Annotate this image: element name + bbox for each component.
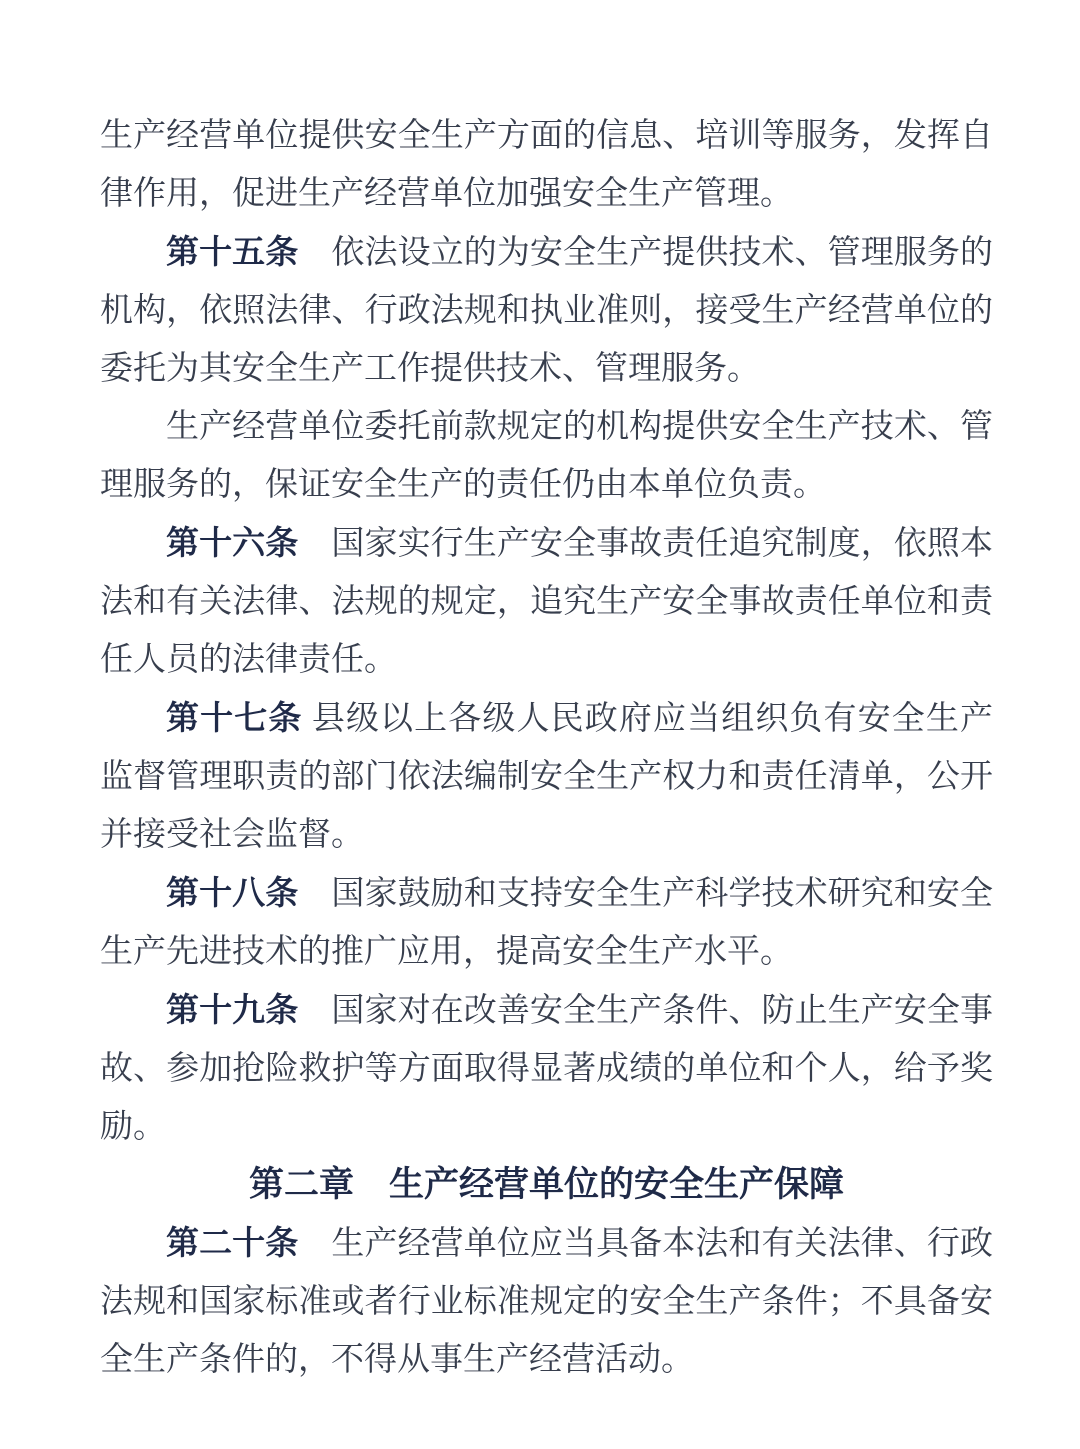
law-paragraph [100, 398, 993, 514]
paragraph-text: 国家实行生产安全事故责任追究制度，依照本法和有关法律、法规的规定，追究生产安全事故责任单位和责任人员的法律责任。 [100, 526, 994, 678]
article-number: 第二十条 [166, 1224, 299, 1261]
chapter-heading-text: 第二章 生产经营单位的安全生产保障 [248, 1165, 844, 1204]
law-paragraph [100, 107, 993, 223]
paragraph-text: 国家鼓励和支持安全生产科学技术研究和安全生产先进技术的推广应用，提高安全生产水平。 [100, 876, 994, 970]
paragraph-text: 生产经营单位委托前款规定的机构提供安全生产技术、管理服务的，保证安全生产的责任仍由本单位负责。 [100, 409, 993, 503]
paragraph-text: 国家对在改善安全生产条件、防止生产安全事故、参加抢险救护等方面取得显著成绩的单位和个人，给予奖励。 [100, 993, 994, 1145]
paragraph-text: 生产经营单位提供安全生产方面的信息、培训等服务，发挥自律作用，促进生产经营单位加强安全生产管理。 [100, 118, 993, 212]
article-number: 第十九条 [166, 991, 299, 1028]
paragraph-text: 依法设立的为安全生产提供技术、管理服务的机构，依照法律、行政法规和执业准则，接受生产经营单位的委托为其安全生产工作提供技术、管理服务。 [100, 235, 994, 387]
law-paragraph [100, 689, 993, 864]
chapter-heading [100, 1156, 993, 1214]
article-number: 第十七条 [166, 699, 303, 736]
article-number: 第十五条 [166, 233, 299, 270]
article-number: 第十六条 [166, 524, 299, 561]
law-paragraph [100, 514, 993, 689]
paragraph-text: 生产经营单位应当具备本法和有关法律、行政法规和国家标准或者行业标准规定的安全生产条件；不具备安全生产条件的，不得从事生产经营活动。 [100, 1226, 994, 1378]
law-paragraph [100, 981, 993, 1156]
article-number: 第十八条 [166, 874, 299, 911]
law-text-block [100, 107, 993, 1389]
law-paragraph [100, 864, 993, 981]
law-paragraph [100, 223, 993, 398]
law-paragraph [100, 1214, 993, 1389]
paragraph-text: 县级以上各级人民政府应当组织负有安全生产监督管理职责的部门依法编制安全生产权力和责任清单，公开并接受社会监督。 [100, 701, 994, 853]
